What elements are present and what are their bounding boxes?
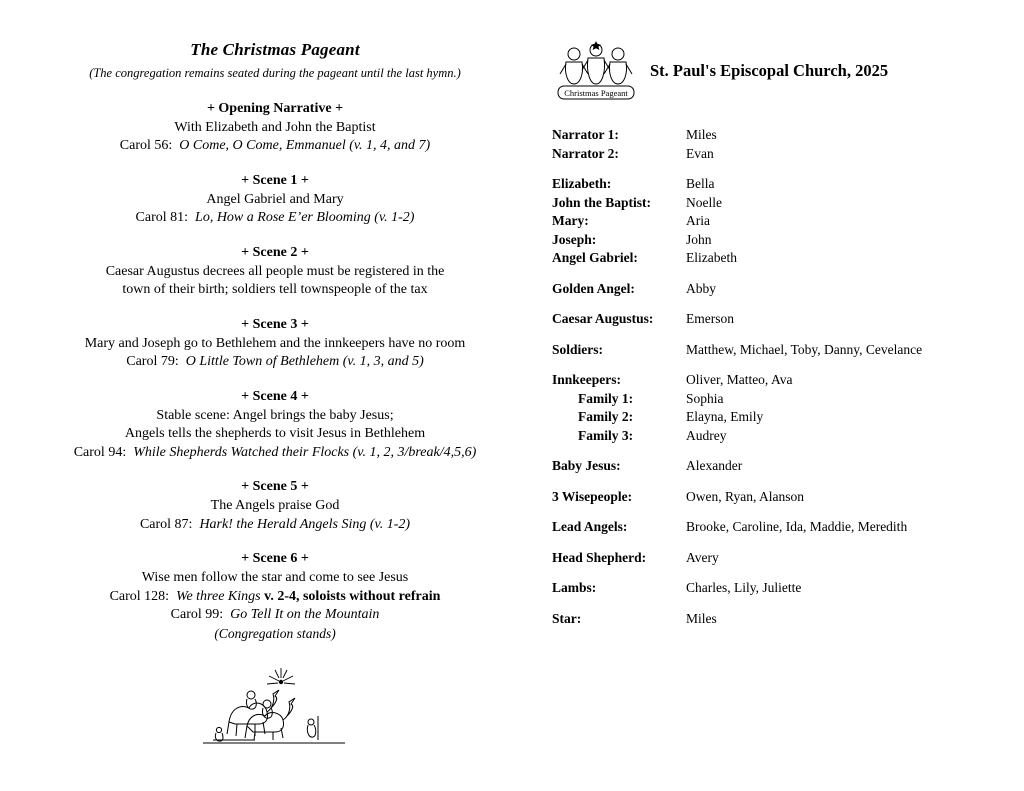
table-row: [552, 387, 992, 406]
section-heading: + Scene 4 +: [241, 388, 309, 404]
section-heading: + Scene 5 +: [241, 479, 309, 495]
section-heading: + Scene 3 +: [241, 316, 309, 332]
carol-line: [40, 353, 510, 371]
cast-performer: Bella: [686, 176, 715, 191]
table-row: [552, 142, 992, 161]
section-description-line: Mary and Joseph go to Bethlehem and the innkeepers have no room: [84, 335, 466, 351]
cast-performer: Oliver, Matteo, Ava: [686, 372, 793, 387]
church-title: St. Paul's Episcopal Church, 2025: [650, 61, 889, 80]
cast-role: Angel Gabriel:: [552, 250, 638, 265]
program-section: [40, 479, 510, 534]
cast-performer: Alexander: [686, 458, 743, 473]
section-heading: + Opening Narrative +: [206, 101, 344, 116]
nativity-illustration: [195, 664, 355, 744]
table-row: [552, 405, 992, 424]
section-heading: + Scene 1 +: [241, 172, 309, 188]
carol-number: Carol 94:: [73, 444, 127, 460]
program-column: [40, 40, 510, 744]
cast-role: Baby Jesus:: [552, 458, 621, 473]
carol-line: [40, 588, 510, 606]
program-section: [40, 551, 510, 641]
carol-title: O Come, O Come, Emmanuel: [179, 138, 346, 154]
table-row: [552, 160, 992, 191]
table-row: [552, 326, 992, 357]
logo-caption: Christmas Pageant: [564, 88, 628, 98]
carol-title: Hark! the Herald Angels Sing: [199, 516, 367, 532]
table-row: [552, 564, 992, 595]
cast-role: Joseph:: [552, 231, 597, 247]
carol-verses: (v. 1, 3, and 5): [342, 354, 424, 370]
carol-title: Lo, How a Rose E’er Blooming: [195, 210, 371, 226]
carol-number: Carol 128:: [109, 588, 170, 604]
program-sections: [40, 101, 510, 642]
cast-performer: Elayna, Emily: [686, 409, 764, 424]
cast-performer: Evan: [686, 145, 714, 161]
carol-line: [40, 444, 510, 462]
section-description-line: Angels tells the shepherds to visit Jesus in Bethlehem: [124, 426, 426, 442]
cast-performer: Miles: [686, 127, 717, 142]
section-description-line: Angel Gabriel and Mary: [206, 191, 344, 207]
cast-column: [552, 40, 992, 625]
section-description-line: town of their birth; soldiers tell townspeople of the tax: [122, 282, 428, 298]
carol-number: Carol 99:: [170, 607, 224, 623]
table-row: [552, 209, 992, 228]
cast-role: Caesar Augustus:: [552, 311, 654, 326]
program-section: [40, 317, 510, 372]
cast-role: Narrator 2:: [552, 145, 619, 161]
carol-line: [40, 137, 510, 155]
carol-title: While Shepherds Watched their Flocks: [133, 444, 350, 460]
table-row: [552, 424, 992, 443]
cast-performer: Noelle: [686, 194, 722, 210]
cast-role: Head Shepherd:: [552, 549, 647, 565]
section-description-line: With Elizabeth and John the Baptist: [174, 120, 376, 135]
program-section: [40, 389, 510, 462]
cast-role: Lead Angels:: [552, 519, 628, 534]
cast-performer: Charles, Lily, Juliette: [686, 580, 802, 595]
cast-performer: Emerson: [686, 311, 734, 326]
cast-performer: Miles: [686, 610, 717, 626]
carol-number: Carol 81:: [135, 210, 189, 226]
table-row: [552, 595, 992, 626]
cast-role: Family 2:: [578, 409, 634, 424]
table-row: [552, 473, 992, 504]
cast-role: Innkeepers:: [552, 372, 622, 387]
table-row: [552, 295, 992, 326]
section-description-line: Wise men follow the star and come to see Jesus: [141, 570, 409, 586]
cast-role: Narrator 1:: [552, 127, 619, 142]
cast-role: John the Baptist:: [552, 194, 652, 210]
carol-line: [40, 606, 510, 624]
table-row: [552, 191, 992, 210]
table-row: [552, 503, 992, 534]
carol-number: Carol 56:: [119, 138, 173, 154]
cast-performer: Sophia: [686, 390, 724, 406]
table-row: [552, 265, 992, 296]
carol-number: Carol 79:: [126, 354, 179, 370]
cast-role: 3 Wisepeople:: [552, 488, 633, 504]
section-heading: + Scene 2 +: [241, 244, 309, 260]
section-description-line: Caesar Augustus decrees all people must be registered in the: [105, 263, 445, 279]
carol-verses: (v. 1-2): [369, 516, 411, 532]
cast-performer: Audrey: [686, 427, 727, 443]
cast-performer: John: [686, 231, 712, 247]
cast-role: Elizabeth:: [552, 176, 612, 191]
carol-title: We three Kings: [176, 588, 261, 604]
table-row: [552, 356, 992, 387]
carol-title: Go Tell It on the Mountain: [230, 607, 380, 623]
program-subtitle: (The congregation remains seated during the pageant until the last hymn.): [89, 66, 461, 80]
cast-role: Golden Angel:: [552, 280, 635, 296]
page-title: The Christmas Pageant: [190, 40, 360, 59]
cast-table: [552, 128, 992, 625]
cast-performer: Owen, Ryan, Alanson: [686, 488, 804, 504]
cast-role: Lambs:: [552, 580, 597, 595]
section-description-line: Stable scene: Angel brings the baby Jesus;: [156, 407, 394, 423]
table-row: [552, 442, 992, 473]
cast-role: Family 1:: [578, 390, 634, 406]
carol-verses: (v. 1, 2, 3/break/4,5,6): [352, 444, 477, 460]
carol-line: [40, 516, 510, 534]
congregation-note: (Congregation stands): [214, 625, 336, 641]
cast-performer: Aria: [686, 213, 710, 228]
table-row: [552, 128, 992, 142]
cast-role: Mary:: [552, 213, 589, 228]
carol-number: Carol 87:: [139, 516, 193, 532]
cast-role: Soldiers:: [552, 341, 604, 357]
table-row: [552, 228, 992, 247]
cast-performer: Brooke, Caroline, Ida, Maddie, Meredith: [686, 519, 908, 534]
program-section: [40, 173, 510, 228]
section-description-line: The Angels praise God: [210, 498, 340, 514]
church-header: [552, 40, 992, 102]
cast-performer: Avery: [686, 549, 719, 565]
carol-verses: (v. 1-2): [374, 210, 415, 226]
cast-role: Family 3:: [578, 427, 634, 443]
carol-line: [40, 209, 510, 227]
carol-verses: v. 2-4, soloists without refrain: [264, 588, 441, 604]
program-section: [40, 245, 510, 300]
table-row: [552, 534, 992, 565]
section-heading: + Scene 6 +: [241, 551, 309, 567]
program-section: [40, 101, 510, 156]
table-row: [552, 246, 992, 265]
christmas-pageant-logo-icon: [552, 40, 640, 102]
cast-performer: Elizabeth: [686, 250, 737, 265]
carol-title: O Little Town of Bethlehem: [185, 354, 340, 370]
cast-role: Star:: [552, 610, 582, 626]
cast-performer: Matthew, Michael, Toby, Danny, Cevelance: [686, 341, 923, 357]
carol-verses: (v. 1, 4, and 7): [349, 138, 431, 154]
cast-performer: Abby: [686, 280, 716, 296]
